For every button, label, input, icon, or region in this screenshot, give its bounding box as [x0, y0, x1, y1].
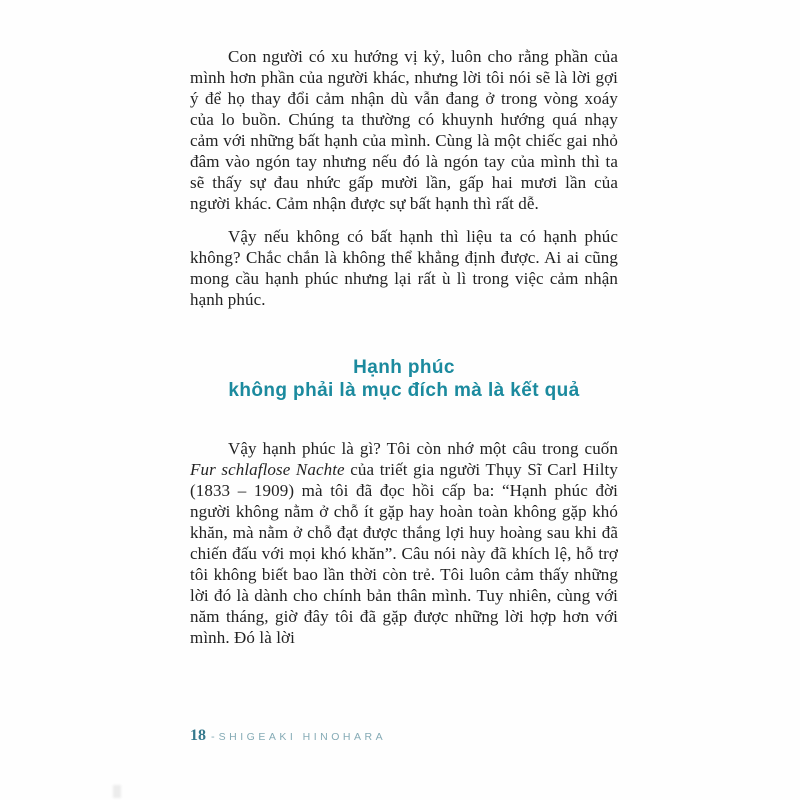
footer-separator: -	[211, 731, 215, 743]
section-heading	[190, 356, 618, 402]
page-number: 18	[190, 727, 206, 744]
paragraph-3-rest: của triết gia người Thụy Sĩ Carl Hilty (1833 – 1909) mà tôi đã đọc hồi cấp ba: “Hạnh phúc đời người không nằm ở chỗ ít gặp hay hoàn toàn không gặp khó khăn, mà nằm ở chỗ đạt được thắng lợi huy hoàng sau khi đã chiến đấu với mọi khó khăn”. Câu nói này đã khích lệ, hỗ trợ tôi không biết bao lần thời còn trẻ. Tôi luôn cảm thấy những lời đó là dành cho chính bản thân mình. Tuy nhiên, cùng với năm tháng, giờ đây tôi đã gặp được những lời hợp hơn với mình. Đó là lời	[190, 460, 618, 647]
paragraph-3-lead: Vậy hạnh phúc là gì? Tôi còn nhớ một câu trong cuốn	[228, 439, 618, 458]
book-title-italic: Fur schlaflose Nachte	[190, 460, 345, 479]
scan-artifact	[113, 785, 121, 798]
paragraph-1: Con người có xu hướng vị kỷ, luôn cho rằng phần của mình hơn phần của người khác, nhưng lời tôi nói sẽ là lời gợi ý để họ thay đổi cảm nhận dù vẫn đang ở trong vòng xoáy của lo buồn. Chúng ta thường có khuynh hướng quá nhạy cảm với những bất hạnh của mình. Cùng là một chiếc gai nhỏ đâm vào ngón tay nhưng nếu đó là ngón tay của mình thì ta sẽ thấy sự đau nhức gấp mười lần, gấp hai mươi lần của người khác. Cảm nhận được sự bất hạnh thì rất dễ.	[190, 47, 618, 213]
paragraph-2: Vậy nếu không có bất hạnh thì liệu ta có hạnh phúc không? Chắc chắn là không thể khẳng định được. Ai ai cũng mong cầu hạnh phúc nhưng lại rất ù lì trong việc cảm nhận hạnh phúc.	[190, 227, 618, 309]
page-content	[190, 46, 618, 648]
author-name: SHIGEAKI HINOHARA	[218, 731, 387, 743]
paragraph-3	[190, 438, 618, 648]
section-heading-line-1: Hạnh phúc	[353, 357, 455, 378]
page-footer	[190, 727, 386, 745]
section-heading-line-2: không phải là mục đích mà là kết quả	[228, 380, 580, 401]
